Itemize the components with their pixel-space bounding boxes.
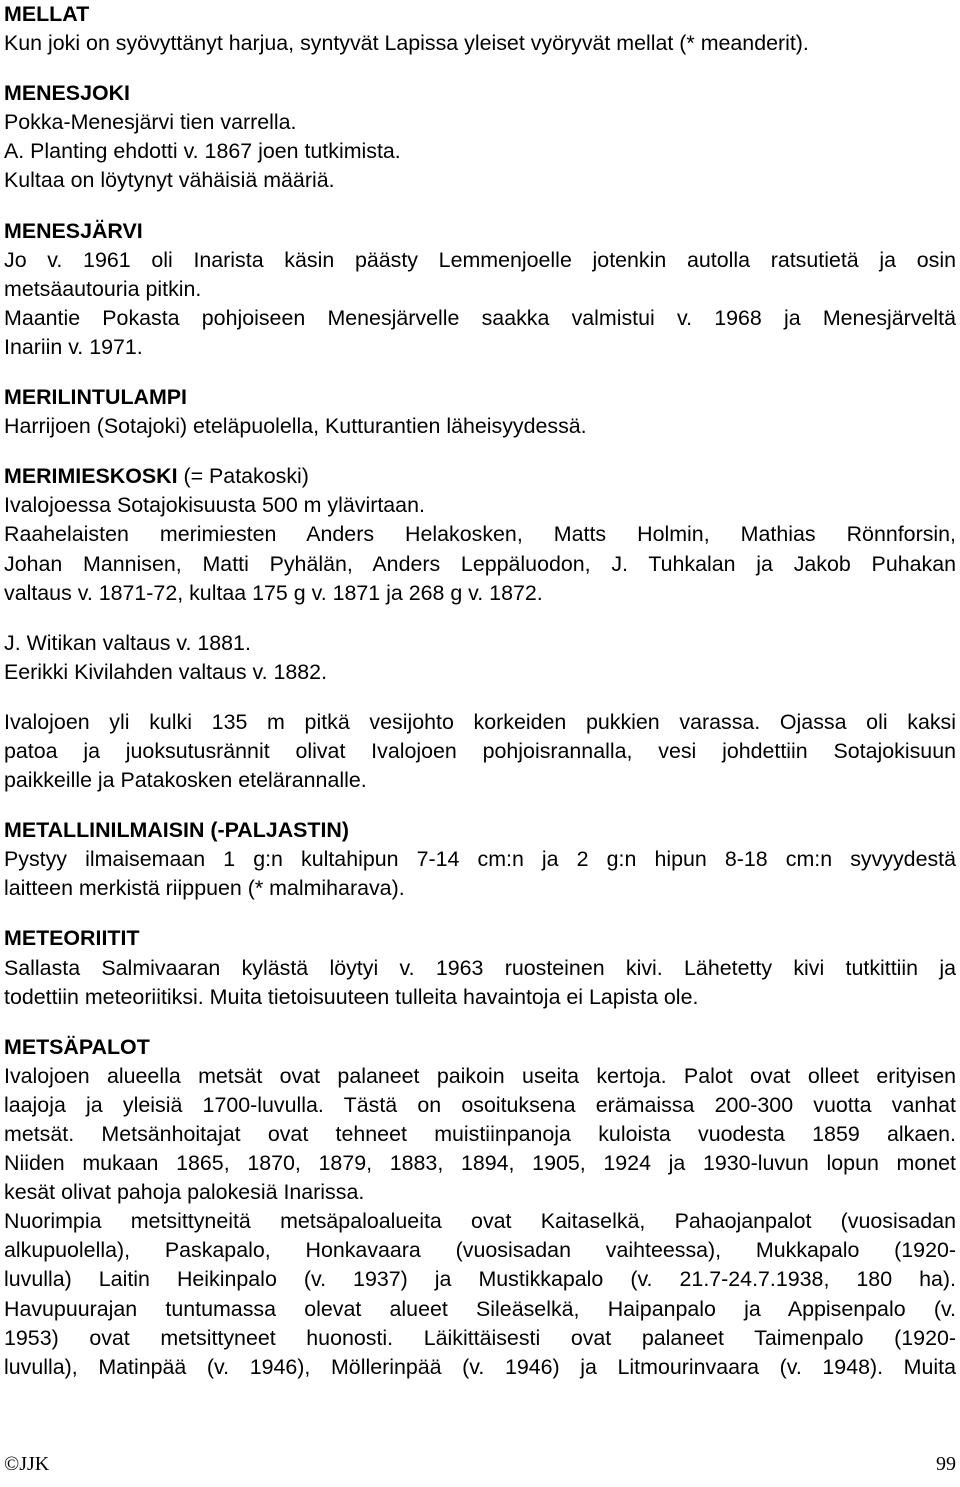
entry-title: MELLAT [4, 2, 90, 26]
entry-title: MENESJÄRVI [4, 218, 143, 243]
entry-text: todettiin meteoriitiksi. Muita tietoisuuteen tulleita havaintoja ei Lapista ole. [4, 984, 699, 1009]
entry-text: Inariin v. 1971. [4, 334, 143, 359]
document-body [4, 0, 956, 1382]
entry-title: METEORIITIT [4, 926, 140, 951]
copyright-text: ©JJK [4, 1453, 50, 1475]
entry-title: MERILINTULAMPI [4, 385, 187, 410]
entry-text: patoa ja juoksutusrännit olivat Ivalojoen pohjoisrannalla, vesi johdettiin Sotajokisuun [4, 738, 956, 763]
entry-text: Sallasta Salmivaaran kylästä löytyi v. 1963 ruosteinen kivi. Lähetetty kivi tutkittiin ja [4, 955, 956, 980]
entry-text: alkupuolella), Paskapalo, Honkavaara (vuosisadan vaihteessa), Mukkapalo (1920- [4, 1238, 956, 1263]
entry-text: Johan Mannisen, Matti Pyhälän, Anders Leppäluodon, J. Tuhkalan ja Jakob Puhakan [4, 551, 956, 576]
entry-text: metsät. Metsänhoitajat ovat tehneet muistiinpanoja kuloista vuodesta 1859 alkaen. [4, 1122, 956, 1146]
entry-text: laajoja ja yleisiä 1700-luvulla. Tästä on osoituksena erämaissa 200-300 vuotta vanhat [4, 1092, 956, 1117]
entry-text: Ivalojoen yli kulki 135 m pitkä vesijohto korkeiden pukkien varassa. Ojassa oli kaksi [4, 709, 956, 734]
entry-title: MERIMIESKOSKI [4, 464, 178, 489]
entry-text: laitteen merkistä riippuen (* malmiharava). [4, 876, 405, 901]
page-number: 99 [936, 1453, 956, 1475]
entry-text: valtaus v. 1871-72, kultaa 175 g v. 1871 ja 268 g v. 1872. [4, 580, 543, 605]
entry-text: Raahelaisten merimiesten Anders Helakosken, Matts Holmin, Mathias Rönnforsin, [4, 522, 956, 547]
entry-text: 1953) ovat metsittyneet huonosti. Läikittäisesti ovat palaneet Taimenpalo (1920- [4, 1325, 956, 1350]
entry-text: Havupuurajan tuntumassa olevat alueet Sileäselkä, Haipanpalo ja Appisenpalo (v. [4, 1296, 956, 1321]
entry-text: luvulla), Matinpää (v. 1946), Möllerinpää (v. 1946) ja Litmourinvaara (v. 1948). Muita [4, 1354, 956, 1379]
entry-text: Harrijoen (Sotajoki) eteläpuolella, Kutturantien läheisyydessä. [4, 414, 587, 439]
entry-text: Eerikki Kivilahden valtaus v. 1882. [4, 659, 328, 684]
entry-title-row [4, 462, 956, 491]
entry-text: Niiden mukaan 1865, 1870, 1879, 1883, 1894, 1905, 1924 ja 1930-luvun lopun monet [4, 1151, 956, 1176]
entry-text: Pokka-Menesjärvi tien varrella. [4, 110, 297, 135]
entry-title: METALLINILMAISIN (-PALJASTIN) [4, 818, 349, 843]
entry-text: Maantie Pokasta pohjoiseen Menesjärvelle saakka valmistui v. 1968 ja Menesjärveltä [4, 305, 956, 330]
entry-text: Ivalojoessa Sotajokisuusta 500 m ylävirtaan. [4, 493, 425, 518]
entry-text: Kun joki on syövyttänyt harjua, syntyvät Lapissa yleiset vyöryvät mellat (* meanderit). [4, 31, 809, 56]
entry-text: luvulla) Laitin Heikinpalo (v. 1937) ja Mustikkapalo (v. 21.7-24.7.1938, 180 ha). [4, 1267, 956, 1292]
page-footer [4, 1453, 956, 1481]
entry-title-suffix: (= Patakoski) [177, 464, 309, 489]
entry-text: A. Planting ehdotti v. 1867 joen tutkimista. [4, 139, 401, 164]
entry-text: paikkeille ja Patakosken etelärannalle. [4, 768, 367, 793]
entry-text: metsäautouria pitkin. [4, 276, 202, 301]
entry-text: Kultaa on löytynyt vähäisiä määriä. [4, 168, 335, 193]
entry-title: MENESJOKI [4, 81, 130, 106]
entry-text: Ivalojoen alueella metsät ovat palaneet paikoin useita kertoja. Palot ovat olleet erityisen [4, 1063, 956, 1088]
entry-text: Jo v. 1961 oli Inarista käsin päästy Lemmenjoelle jotenkin autolla ratsutietä ja osin [4, 247, 956, 272]
entry-text: J. Witikan valtaus v. 1881. [4, 630, 251, 655]
entry-text: Nuorimpia metsittyneitä metsäpaloalueita ovat Kaitaselkä, Pahaojanpalot (vuosisadan [4, 1209, 956, 1234]
entry-text: Pystyy ilmaisemaan 1 g:n kultahipun 7-14 cm:n ja 2 g:n hipun 8-18 cm:n syvyydestä [4, 847, 956, 872]
entry-title: METSÄPALOT [4, 1034, 150, 1059]
entry-text: kesät olivat pahoja palokesiä Inarissa. [4, 1180, 365, 1205]
